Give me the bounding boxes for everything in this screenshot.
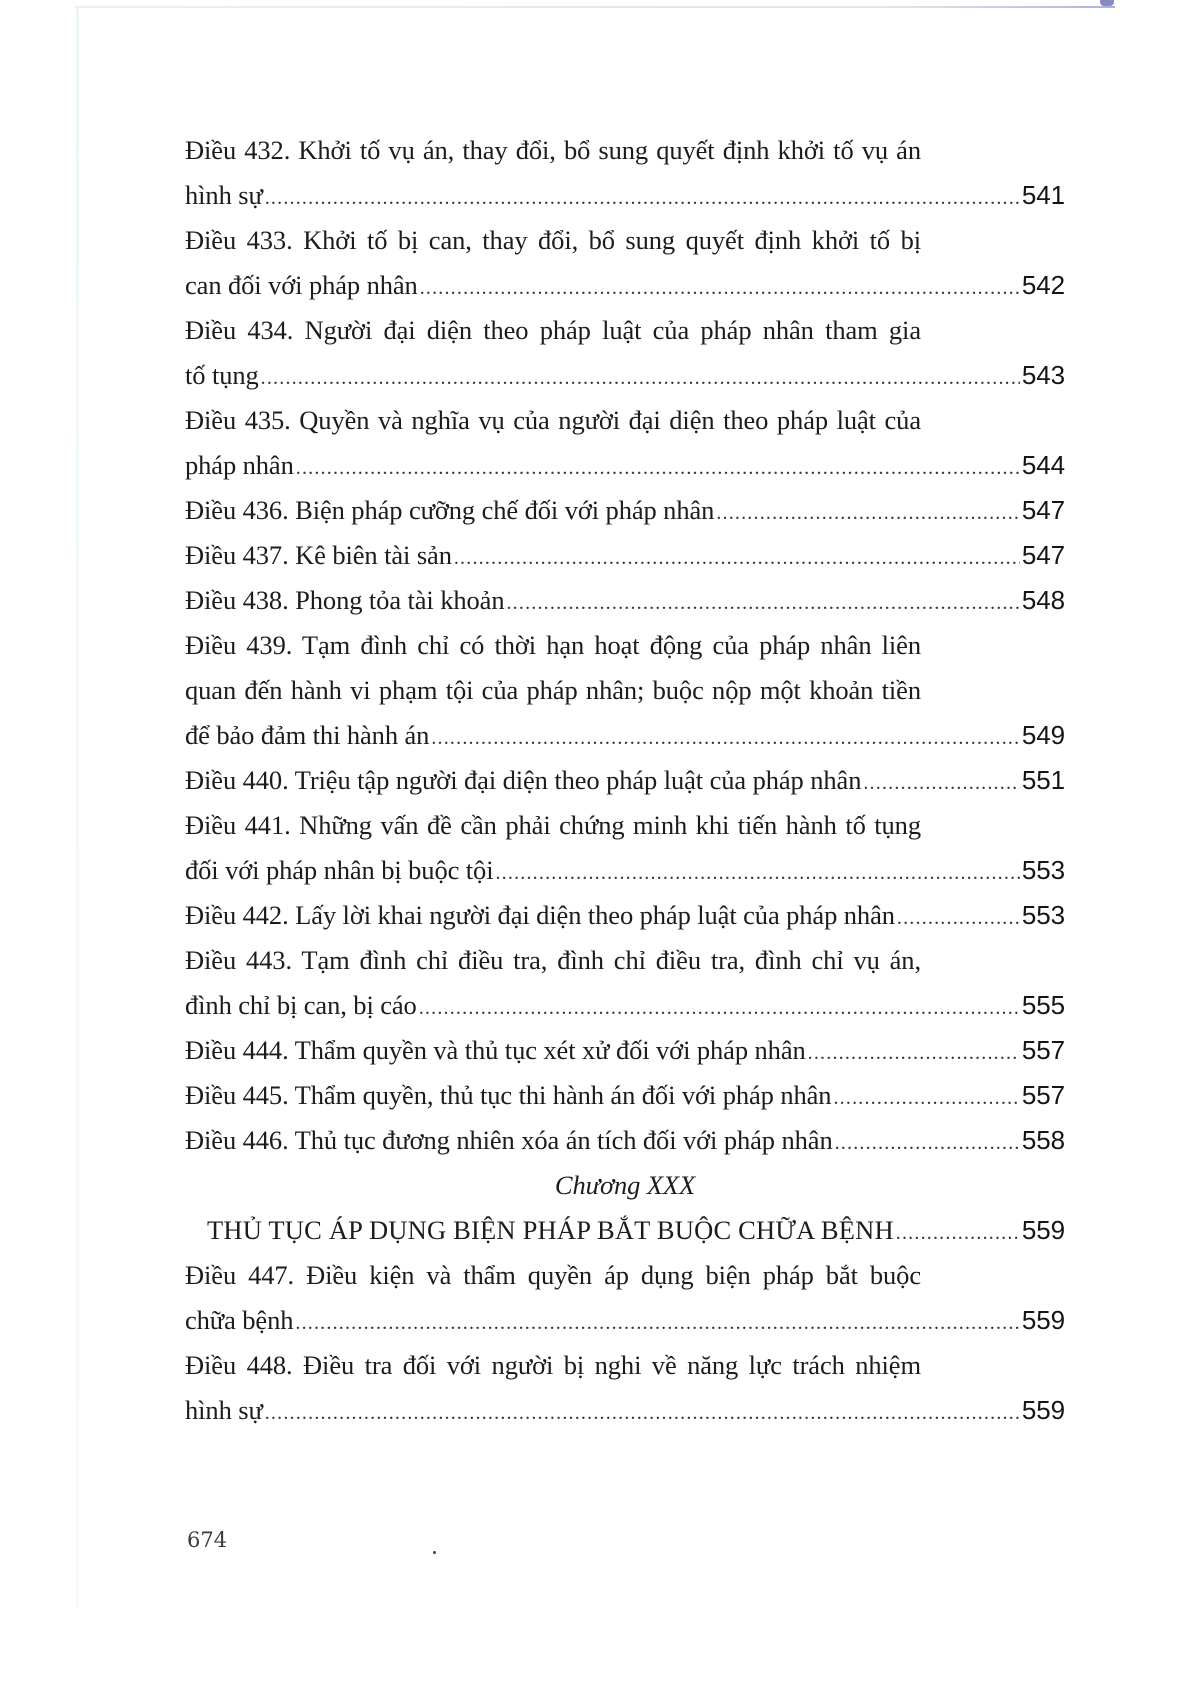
toc-page-number: 548	[1021, 585, 1065, 615]
toc-entry-title-line: Điều 439. Tạm đình chỉ có thời hạn hoạt động của pháp nhân liên	[185, 630, 921, 660]
toc-entry-title-line: Điều 442. Lấy lời khai người đại diện theo pháp luật của pháp nhân	[185, 900, 895, 930]
page-edge-left	[76, 8, 79, 1608]
chapter-title: THỦ TỤC ÁP DỤNG BIỆN PHÁP BẮT BUỘC CHỮA BỆNH	[207, 1215, 894, 1245]
toc-entry-dieu-440[interactable]	[185, 758, 1065, 803]
dot-leader	[506, 581, 1019, 626]
toc-entry-leader-line	[185, 443, 1065, 488]
chapter-heading-line	[207, 1208, 1065, 1253]
toc-entry-dieu-436[interactable]	[185, 488, 1065, 533]
dot-leader	[420, 266, 1020, 311]
toc-entry-dieu-445[interactable]	[185, 1073, 1065, 1118]
toc-entry-title-line: can đối với pháp nhân	[185, 270, 418, 300]
toc-page-number: 553	[1021, 900, 1065, 930]
toc-entry-title-line: chữa bệnh	[185, 1305, 294, 1335]
toc-entry-title-line: Điều 432. Khởi tố vụ án, thay đổi, bổ sung quyết định khởi tố vụ án	[185, 135, 921, 165]
toc-page-number: 558	[1021, 1125, 1065, 1155]
dot-leader	[716, 491, 1020, 536]
toc-entry-title-line: để bảo đảm thi hành án	[185, 720, 430, 750]
toc-entry-dieu-438[interactable]	[185, 578, 1065, 623]
toc-page-number: 547	[1021, 495, 1065, 525]
toc-page-number: 559	[1021, 1215, 1065, 1245]
toc-entry-title-line: Điều 444. Thẩm quyền và thủ tục xét xử đối với pháp nhân	[185, 1035, 806, 1065]
chapter-label: Chương XXX	[554, 1170, 696, 1200]
toc-page-number: 543	[1021, 360, 1065, 390]
toc-entry-dieu-432[interactable]	[185, 128, 1065, 218]
toc-entry-dieu-446[interactable]	[185, 1118, 1065, 1163]
dot-leader	[431, 716, 1020, 761]
toc-entry-dieu-433[interactable]	[185, 218, 1065, 308]
dot-leader	[454, 536, 1020, 581]
toc-entry-title-line: Điều 433. Khởi tố bị can, thay đổi, bổ sung quyết định khởi tố bị	[185, 225, 921, 255]
toc-entry-dieu-435[interactable]	[185, 398, 1065, 488]
dot-leader	[296, 446, 1020, 491]
toc-entry-title-line: Điều 434. Người đại diện theo pháp luật của pháp nhân tham gia	[185, 315, 921, 345]
toc-entry-leader-line	[185, 263, 1065, 308]
dot-leader	[295, 1301, 1020, 1346]
toc-entry-leader-line	[185, 713, 1065, 758]
toc-entry-title-line: Điều 441. Những vấn đề cần phải chứng minh khi tiến hành tố tụng	[185, 810, 921, 840]
toc-entry-title-line: Điều 440. Triệu tập người đại diện theo pháp luật của pháp nhân	[185, 765, 862, 795]
dot-leader	[863, 761, 1020, 806]
toc-entry-title-line: Điều 436. Biện pháp cưỡng chế đối với pháp nhân	[185, 495, 715, 525]
dot-leader	[495, 851, 1019, 896]
dot-leader	[265, 1391, 1020, 1436]
toc-entry-title-line: hình sự	[185, 180, 263, 210]
toc-entry-leader-line	[185, 1298, 1065, 1343]
dot-leader	[835, 1121, 1020, 1166]
toc-entry-leader-line	[185, 983, 1065, 1028]
dot-leader	[419, 986, 1020, 1031]
toc-page-number: 553	[1021, 855, 1065, 885]
scan-speck	[433, 1551, 436, 1554]
toc-page-number: 549	[1021, 720, 1065, 750]
toc-page-number: 542	[1021, 270, 1065, 300]
dot-leader	[808, 1031, 1020, 1076]
toc-entry-dieu-444[interactable]	[185, 1028, 1065, 1073]
toc-page-number: 559	[1021, 1305, 1065, 1335]
footer-page-number: 674	[187, 1528, 228, 1552]
toc-entry-title-line: Điều 435. Quyền và nghĩa vụ của người đại diện theo pháp luật của	[185, 405, 921, 435]
toc-entry-title-line: Điều 438. Phong tỏa tài khoản	[185, 585, 505, 615]
toc-page-number: 557	[1021, 1035, 1065, 1065]
toc-page-number: 544	[1021, 450, 1065, 480]
page-corner-mark	[1100, 0, 1114, 6]
toc-entry-dieu-442[interactable]	[185, 893, 1065, 938]
page-edge-top	[75, 6, 1115, 8]
toc-entry-title-line: Điều 437. Kê biên tài sản	[185, 540, 452, 570]
toc-page-number: 547	[1021, 540, 1065, 570]
toc-entry-title-line: quan đến hành vi phạm tội của pháp nhân; buộc nộp một khoản tiền	[185, 675, 921, 705]
toc-entry-leader-line	[185, 1388, 1065, 1433]
toc-entry-title-line: pháp nhân	[185, 450, 294, 480]
toc-page-number: 541	[1021, 180, 1065, 210]
dot-leader	[833, 1076, 1019, 1121]
toc-entry-title-line: Điều 448. Điều tra đối với người bị nghi về năng lực trách nhiệm	[185, 1350, 921, 1380]
dot-leader	[261, 356, 1020, 401]
dot-leader	[897, 896, 1020, 941]
toc-entry-dieu-448[interactable]	[185, 1343, 1065, 1433]
toc-entry-title-line: Điều 443. Tạm đình chỉ điều tra, đình chỉ điều tra, đình chỉ vụ án,	[185, 945, 921, 975]
toc-entry-dieu-437[interactable]	[185, 533, 1065, 578]
toc-entry-title-line: tố tụng	[185, 360, 259, 390]
toc-entry-title-line: Điều 445. Thẩm quyền, thủ tục thi hành án đối với pháp nhân	[185, 1080, 832, 1110]
toc-entry-title-line: Điều 446. Thủ tục đương nhiên xóa án tích đối với pháp nhân	[185, 1125, 833, 1155]
toc-entry-title-line: hình sự	[185, 1395, 263, 1425]
toc-page-number: 557	[1021, 1080, 1065, 1110]
chapter-heading[interactable]	[185, 1208, 1065, 1253]
dot-leader	[896, 1211, 1020, 1256]
toc-entry-dieu-447[interactable]	[185, 1253, 1065, 1343]
toc-page-number: 559	[1021, 1395, 1065, 1425]
toc-page-number: 555	[1021, 990, 1065, 1020]
toc-entry-dieu-441[interactable]	[185, 803, 1065, 893]
toc-entry-title-line: đình chỉ bị can, bị cáo	[185, 990, 417, 1020]
toc-entry-leader-line	[185, 353, 1065, 398]
toc-entry-dieu-443[interactable]	[185, 938, 1065, 1028]
toc-page-number: 551	[1021, 765, 1065, 795]
toc-entry-title-line: Điều 447. Điều kiện và thẩm quyền áp dụng biện pháp bắt buộc	[185, 1260, 921, 1290]
toc-entry-leader-line	[185, 848, 1065, 893]
dot-leader	[265, 176, 1020, 221]
toc-entry-title-line: đối với pháp nhân bị buộc tội	[185, 855, 494, 885]
toc-entry-dieu-439[interactable]	[185, 623, 1065, 758]
table-of-contents	[185, 128, 1065, 1433]
toc-entry-dieu-434[interactable]	[185, 308, 1065, 398]
toc-entry-leader-line	[185, 173, 1065, 218]
